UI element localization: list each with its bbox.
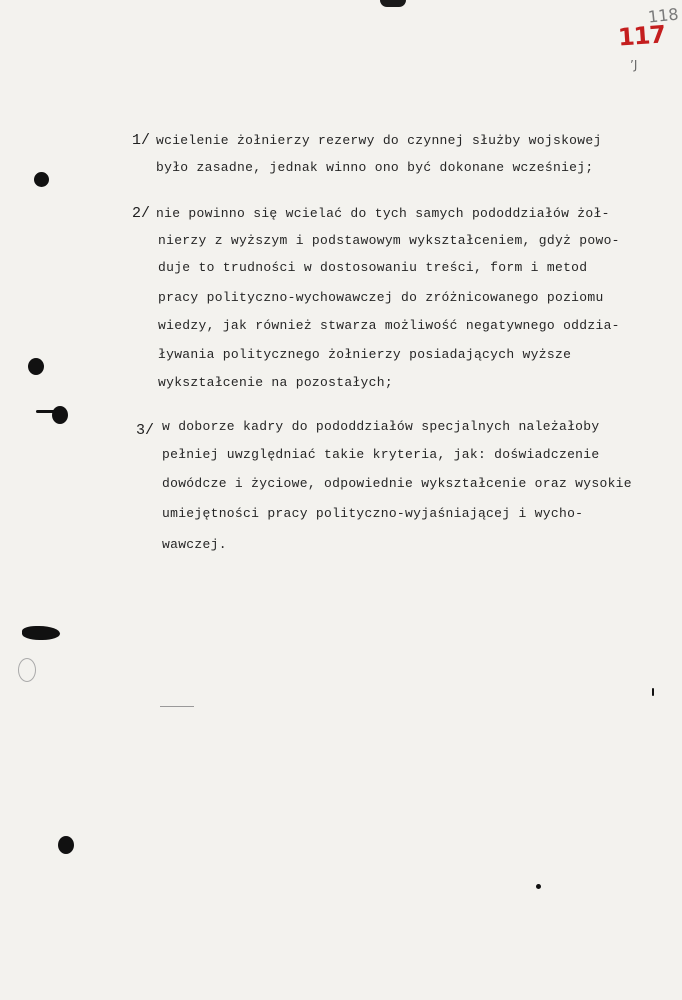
binding-smudge xyxy=(22,626,60,640)
paragraph-line: wykształcenie na pozostałych; xyxy=(158,375,393,390)
scan-line xyxy=(160,706,194,707)
paragraph-line: dowódcze i życiowe, odpowiednie wykształcenie oraz wysokie xyxy=(162,476,632,491)
archive-page-number-old: 118 xyxy=(647,4,680,27)
punch-hole-1 xyxy=(34,172,49,187)
paragraph-number: 2/ xyxy=(132,205,151,222)
paragraph-line: duje to trudności w dostosowaniu treści, form i metod xyxy=(158,260,588,275)
paragraph-line: nie powinno się wcielać do tych samych pododdziałów żoł- xyxy=(156,206,610,221)
paragraph-number: 3/ xyxy=(136,422,155,439)
paragraph-number: 1/ xyxy=(132,132,151,149)
paragraph-line: w doborze kadry do pododdziałów specjalnych należałoby xyxy=(162,419,600,434)
punch-hole-2 xyxy=(28,358,44,375)
margin-small-mark: ’J xyxy=(630,58,638,72)
paragraph-line: było zasadne, jednak winno ono być dokonane wcześniej; xyxy=(156,160,594,175)
paragraph-line: wcielenie żołnierzy rezerwy do czynnej służby wojskowej xyxy=(156,133,602,148)
paragraph-line: wawczej. xyxy=(162,537,227,552)
punch-hole-3 xyxy=(52,406,68,424)
paragraph-line: ływania politycznego żołnierzy posiadających wyższe xyxy=(158,347,572,362)
ring-outline xyxy=(18,658,36,682)
ink-dot xyxy=(536,884,541,889)
margin-tick xyxy=(652,688,654,696)
binding-dash xyxy=(36,410,56,413)
archive-page-number-new: 117 xyxy=(617,20,667,52)
paragraph-line: wiedzy, jak również stwarza możliwość negatywnego oddzia- xyxy=(158,318,620,333)
paragraph-line: pracy polityczno-wychowawczej do zróżnicowanego poziomu xyxy=(158,290,604,305)
punch-hole-4 xyxy=(58,836,74,854)
paragraph-line: umiejętności pracy polityczno-wyjaśniającej i wycho- xyxy=(162,506,584,521)
binder-clip-mark xyxy=(380,0,406,7)
paragraph-line: pełniej uwzględniać takie kryteria, jak: doświadczenie xyxy=(162,447,600,462)
paragraph-line: nierzy z wyższym i podstawowym wykształceniem, gdyż powo- xyxy=(158,233,620,248)
